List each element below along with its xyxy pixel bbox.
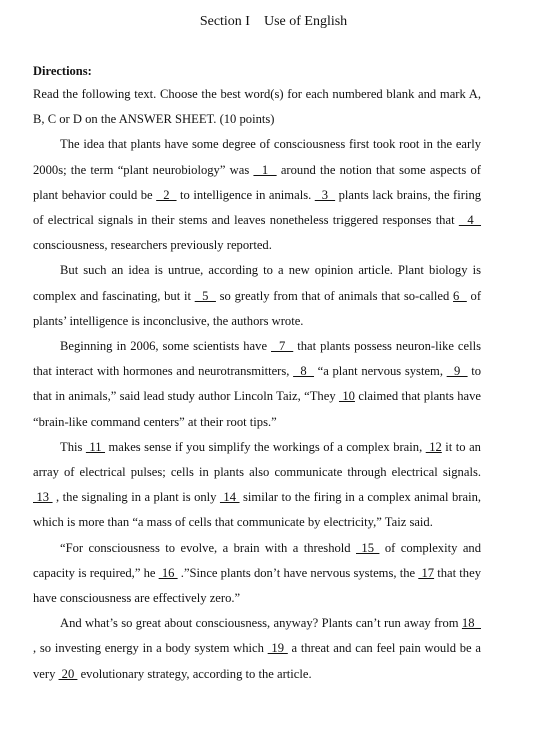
blank-5: 5 <box>194 288 216 303</box>
blank-9: 9 <box>446 364 468 379</box>
text-run: plants lack brains, the firing of electrical signals in their stems and leaves nonetheless triggered responses that <box>33 187 482 228</box>
blank-18: 18 <box>461 616 481 631</box>
blank-6: 6 <box>453 288 467 303</box>
blank-20: 20 <box>58 666 78 681</box>
text-run: .”Since plants don’t have nervous systems, the <box>177 565 419 580</box>
text-run: a threat and can feel pain would be a very <box>33 641 481 681</box>
text-run: similar to the firing in a complex animal brain, which is more than “a mass of cells that communicate by electricity,” Taiz said. <box>33 490 482 530</box>
paragraph-1 <box>33 132 481 258</box>
section-label: Section I <box>199 14 250 29</box>
text-run: evolutionary strategy, according to the article. <box>77 666 312 681</box>
text-run: of plants’ intelligence is inconclusive, the authors wrote. <box>33 288 482 328</box>
blank-17: 17 <box>418 565 435 580</box>
blank-10: 10 <box>338 389 355 404</box>
text-run: Beginning in 2006, some scientists have <box>60 339 272 354</box>
text-run: of complexity and capacity is required,” he <box>33 540 481 580</box>
blank-16: 16 <box>158 565 178 580</box>
blank-13: 13 <box>33 490 53 505</box>
page-title <box>0 14 547 30</box>
blank-8: 8 <box>293 364 315 379</box>
blank-19: 19 <box>267 641 288 656</box>
text-run: consciousness, researchers previously reported. <box>33 238 272 253</box>
blank-15: 15 <box>356 540 380 555</box>
text-run: that they have consciousness are effectively zero.” <box>33 565 481 606</box>
text-run: , so investing energy in a body system which <box>33 641 268 656</box>
directions-label: Directions: <box>33 64 92 78</box>
blank-1: 1 <box>253 162 277 177</box>
blank-4: 4 <box>458 213 482 228</box>
section-title: Use of English <box>263 14 348 29</box>
paragraph-5 <box>33 536 481 612</box>
blank-14: 14 <box>219 490 240 505</box>
paragraph-6 <box>33 611 481 687</box>
text-run: And what’s so great about consciousness, anyway? Plants can’t run away from <box>60 616 462 631</box>
text-run: to that in animals,” said lead study author Lincoln Taiz, “They <box>33 364 482 404</box>
text-run: The idea that plants have some degree of consciousness first took root in the early 2000s; the term “plant neurobiology” was <box>33 137 481 177</box>
blank-3: 3 <box>314 187 336 202</box>
text-run: “For consciousness to evolve, a brain with a threshold <box>60 540 356 555</box>
directions-text: Read the following text. Choose the best word(s) for each numbered blank and mark A, B, C or D on the ANSWER SHEET. (10 points) <box>33 87 481 127</box>
text-run: so greatly from that of animals that so-called <box>215 288 454 303</box>
passage <box>33 82 481 687</box>
blank-2: 2 <box>156 187 177 202</box>
text-run: makes sense if you simplify the workings of a complex brain, <box>105 439 426 454</box>
blank-11: 11 <box>85 439 106 454</box>
text-run: , the signaling in a plant is only <box>52 490 220 505</box>
text-run: But such an idea is untrue, according to a new opinion article. Plant biology is complex and fascinating, but it <box>33 263 481 303</box>
paragraph-3 <box>33 334 481 435</box>
text-run: to intelligence in animals. <box>176 187 315 202</box>
paragraph-2 <box>33 258 481 334</box>
blank-12: 12 <box>425 439 442 454</box>
text-run: around the notion that some aspects of plant behavior could be <box>33 162 482 202</box>
text-run: it to an array of electrical pulses; cells in plants also communicate through electrical signals. <box>33 439 481 480</box>
text-run: This <box>60 439 86 454</box>
text-run: that plants possess neuron-like cells that interact with hormones and neurotransmitters, <box>33 339 482 379</box>
blank-7: 7 <box>271 339 294 354</box>
text-run: “a plant nervous system, <box>314 364 447 379</box>
text-run: claimed that plants have “brain-like command centers” at their root tips.” <box>33 389 481 429</box>
paragraph-4 <box>33 435 481 536</box>
